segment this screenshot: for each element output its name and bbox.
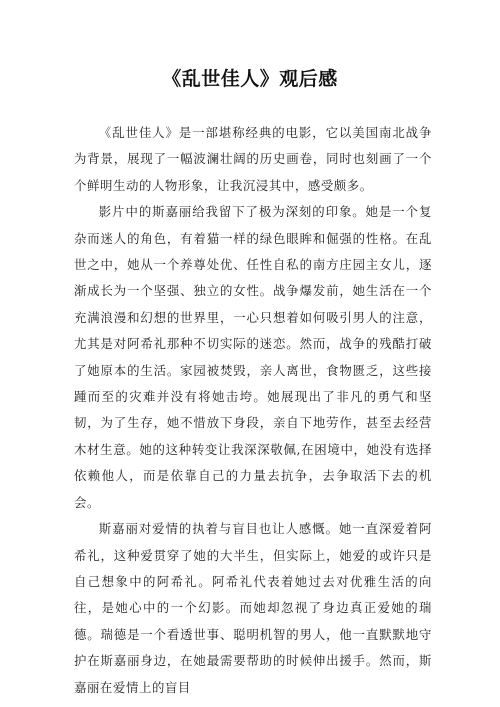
document-body [74,120,432,701]
paragraph-love: 斯嘉丽对爱情的执着与盲目也让人感慨。她一直深爱着阿希礼，这种爱贯穿了她的大半生，但实际上，她爱的或许只是自己想象中的阿希礼。阿希礼代表着她过去对优雅生活的向往，是她心中的一个幻影。而她却忽视了身边真正爱她的瑞德。瑞德是一个看透世事、聪明机智的男人，他一直默默地守护在斯嘉丽身边，在她最需要帮助的时候伸出援手。然而，斯嘉丽在爱情上的盲目 [74,521,432,695]
paragraph-intro: 《乱世佳人》是一部堪称经典的电影，它以美国南北战争为背景，展现了一幅波澜壮阔的历史画卷，同时也刻画了一个个鲜明生动的人物形象，让我沉浸其中，感受颇多。 [74,125,432,193]
document-title: 《乱世佳人》观后感 [162,68,338,90]
paragraph-scarlett: 影片中的斯嘉丽给我留下了极为深刻的印象。她是一个复杂而迷人的角色，有着猫一样的绿色眼眸和倔强的性格。在乱世之中，她从一个养尊处优、任性自私的南方庄园主女儿，逐渐成长为一个坚强、独立的女性。战争爆发前，她生活在一个充满浪漫和幻想的世界里，一心只想着如何吸引男人的注意，尤其是对阿希礼那种不切实际的迷恋。然而，战争的残酷打破了她原本的生活。家园被焚毁，亲人离世，食物匮乏，这些接踵而至的灾难并没有将她击垮。她展现出了非凡的勇气和坚韧，为了生存，她不惜放下身段，亲自下地劳作，甚至去经营木材生意。她的这种转变让我深深敬佩,在困境中，她没有选择依赖他人，而是依靠自己的力量去抗争，去争取活下去的机会。 [74,204,432,510]
